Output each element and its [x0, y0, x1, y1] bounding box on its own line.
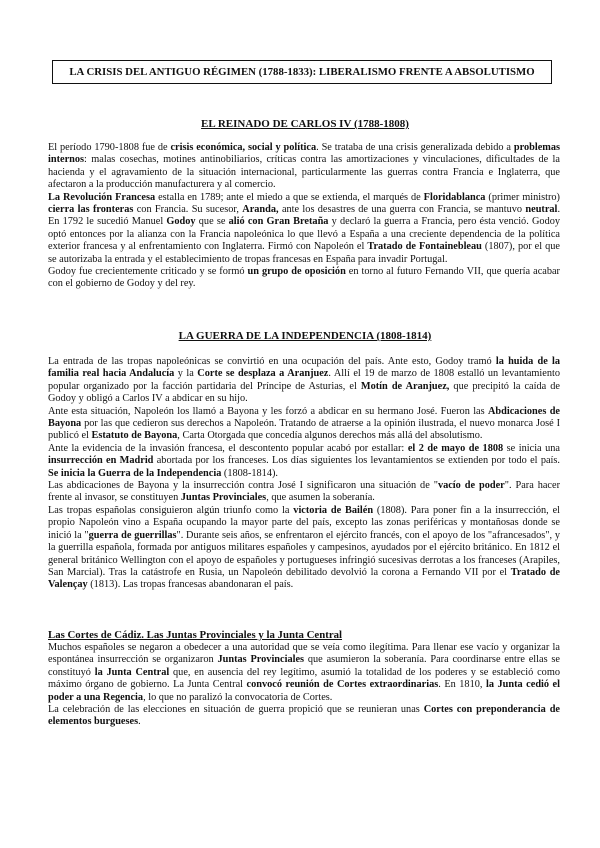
subsection-title-cortes-cadiz: Las Cortes de Cádiz. Las Juntas Provinciales y la Junta Central — [48, 629, 343, 641]
bold-term: Motín de Aranjuez, — [360, 380, 450, 392]
main-title: LA CRISIS DEL ANTIGUO RÉGIMEN (1788-1833): LIBERALISMO FRENTE A ABSOLUTISMO — [52, 60, 552, 84]
paragraph: Ante esta situación, Napoleón los llamó a Bayona y les forzó a abdicar en su hermano José. Fueron las Abdicaciones de Bayona por las que cedieron sus derechos a Napoleón. Tratando de atraerse a la opinión ilustrada, el nuevo monarca José I publicó el Estatuto de Bayona, Carta Otorgada que concedía algunos derechos más allá del absolutismo. — [48, 405, 560, 442]
bold-term: problemas internos — [48, 142, 560, 166]
section-body-cortes-cadiz — [48, 628, 560, 729]
paragraph: Las tropas españolas consiguieron algún triunfo como la victoria de Bailén (1808). Para poner fin a la insurrección, el propio Napoleón vino a España ocupando la mayor parte del país, excepto las zonas periféricas y montañosas donde se inició la "guerra de guerrillas". Durante seis años, se enfrentaron el ejército francés, con el apoyo de los "afrancesados", y la guerrilla española, formada por antiguos militares españoles y campesinos, ayudados por el ejército británico. En 1812 el general británico Wellington con el apoyo de españoles y portugueses infringió sucesivas derrotas a los franceses (Arapiles, San Marcial). Tras la catástrofe en Rusia, un Napoleón debilitado devolvió la corona a Fernando VII por el Tratado de Valençay (1813). Las tropas francesas abandonaran el país. — [48, 504, 561, 591]
paragraph: Las abdicaciones de Bayona y la insurrección contra José I significaron una situación de "vacío de poder". Para hacer frente al invasor, se constituyen Juntas Provinciales, que asumen la soberanía. — [48, 480, 560, 504]
section-body-guerra-independencia — [48, 356, 560, 592]
bold-term: Tratado de Valençay — [48, 566, 560, 591]
bold-term: el 2 de mayo de 1808 — [407, 442, 504, 454]
bold-term: un grupo de oposición — [247, 266, 346, 278]
bold-term: crisis económica, social y política — [170, 142, 317, 153]
bold-term: Juntas Provinciales — [217, 654, 305, 666]
bold-term: la Junta cedió el poder a una Regencia — [48, 679, 560, 703]
bold-term: Juntas Provinciales — [180, 492, 267, 504]
paragraph: El período 1790-1808 fue de crisis económica, social y política. Se trataba de una crisis generalizada debido a problemas internos: malas cosechas, motines antinobiliarios, críticas contra las amortizaciones y vinculaciones, dificultades de la hacienda y el agravamiento de la situación internacional, particularmente las guerras contra Francia e Inglaterra, que afectaron a la producción manufacturera y al comercio. — [48, 142, 560, 191]
bold-term: Godoy — [166, 216, 196, 228]
bold-term: Tratado de Fontainebleau — [367, 241, 482, 253]
bold-term: Floridablanca — [423, 191, 486, 203]
bold-term: la huida de la familia real hacia Andalucía — [48, 356, 560, 380]
bold-term: Abdicaciones de Bayona — [48, 405, 560, 430]
paragraph: La celebración de las elecciones en situación de guerra propició que se reunieran unas Cortes con preponderancia de elementos burgueses. — [48, 704, 561, 728]
bold-term: guerra de guerrillas — [88, 529, 177, 541]
bold-term: alió con Gran Bretaña — [228, 216, 329, 228]
bold-term: Aranda, — [242, 204, 279, 216]
bold-term: cierra las fronteras — [48, 204, 134, 216]
bold-term: insurrección en Madrid — [48, 455, 154, 467]
bold-term: Cortes con preponderancia de elementos burgueses — [48, 704, 561, 728]
paragraph: Godoy fue crecientemente criticado y se formó un grupo de oposición en torno al futuro Fernando VII, que quería acabar con el gobierno de Godoy y del rey. — [48, 266, 560, 290]
bold-term: la Junta Central — [94, 666, 170, 678]
bold-term: neutral — [525, 204, 558, 216]
bold-term: Estatuto de Bayona — [91, 430, 178, 442]
paragraph: La Revolución Francesa estalla en 1789; ante el miedo a que se extienda, el marqués de Floridablanca (primer ministro) cierra las fronteras con Francia. Su sucesor, Aranda, ante los desastres de una guerra con Francia, se mantuvo neutral. En 1792 le sucedió Manuel Godoy que se alió con Gran Bretaña y declaró la guerra a Francia, pero ésta venció. Godoy optó entonces por la alianza con la Francia napoleónica lo que llevó a España a una creciente dependencia de la política exterior francesa y al enfrentamiento con Inglaterra. Firmó con Napoleón el Tratado de Fontainebleau (1807), por el que se autorizaba la entrada y el establecimiento de tropas francesas en España para invadir Portugal. — [48, 191, 561, 265]
section-title-guerra-independencia: LA GUERRA DE LA INDEPENDENCIA (1808-1814) — [178, 330, 432, 342]
bold-term: La Revolución Francesa — [48, 191, 156, 203]
paragraph: Ante la evidencia de la invasión francesa, el descontento popular acabó por estallar: el 2 de mayo de 1808 se inicia una insurrección en Madrid abortada por los franceses. Los días siguientes los levantamientos se extienden por todo el país. Se inicia la Guerra de la Independencia (1808-1814). — [48, 442, 560, 479]
section-title-carlos-iv: EL REINADO DE CARLOS IV (1788-1808) — [201, 118, 409, 130]
paragraph: La entrada de las tropas napoleónicas se convirtió en una ocupación del país. Ante esto, Godoy tramó la huida de la familia real hacia Andalucía y la Corte se desplaza a Aranjuez. Allí el 19 de marzo de 1808 estalló un levantamiento popular organizado por la facción partidaria del Príncipe de Asturias, el Motín de Aranjuez, que precipitó la caída de Godoy y obligó a Carlos IV a abdicar en su hijo. — [48, 356, 560, 405]
bold-term: convocó reunión de Cortes extraordinarias — [246, 679, 439, 691]
paragraph: Muchos españoles se negaron a obedecer a una autoridad que se veía como ilegítima. Para llenar ese vacío y organizar la espontánea insurrección se organizaron Juntas Provinciales que asumieron la soberanía. Para coordinarse entre ellas se constituyó la Junta Central que, en ausencia del rey legítimo, asumió la totalidad de los poderes y se estableció como máximo órgano de gobierno. La Junta Central convocó reunión de Cortes extraordinarias. En 1810, la Junta cedió el poder a una Regencia, lo que no paralizó la convocatoria de Cortes. — [48, 642, 560, 703]
section-body-carlos-iv — [48, 142, 560, 291]
bold-term: Se inicia la Guerra de la Independencia — [48, 467, 222, 479]
bold-term: Corte se desplaza a Aranjuez — [197, 368, 329, 380]
bold-term: vacío de poder — [437, 480, 505, 492]
bold-term: victoria de Bailén — [293, 504, 374, 516]
